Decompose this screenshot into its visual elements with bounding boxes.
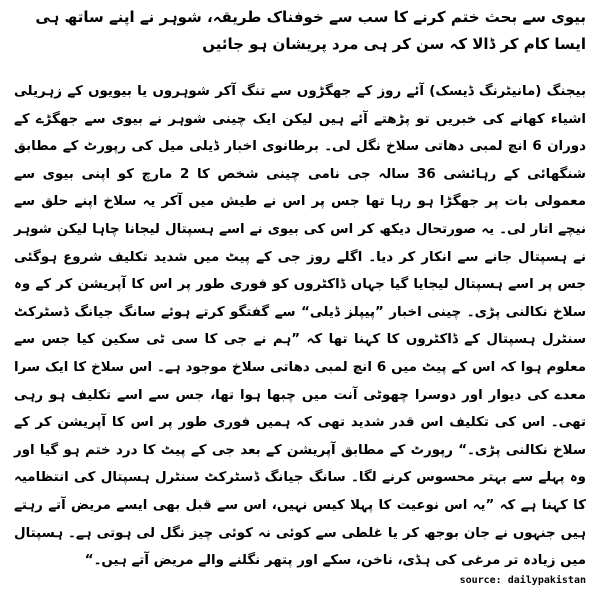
article	[14, 4, 586, 575]
article-body: بیجنگ (مانیٹرنگ ڈیسک) آئے روز کے جھگڑوں سے تنگ آکر شوہروں یا بیویوں کے زہریلی اشیاء کھانے کی خبریں تو پڑھتے آئے ہیں لیکن ایک چینی شوہر نے بیوی سے جھگڑے کے دوران 6 انچ لمبی دھاتی سلاخ نگل لی۔ برطانوی اخبار ڈیلی میل کی رپورٹ کے مطابق شنگھائی کے رہائشی 36 سالہ جی نامی چینی شخص کا 2 مارچ کو اپنی بیوی سے معمولی بات پر جھگڑا ہو رہا تھا جس پر اس نے طیش میں آکر یہ سلاخ اپنے حلق سے نیچے اتار لی۔ یہ صورتحال دیکھ کر اس کی بیوی نے اسے ہسپتال لیجانا چاہا لیکن شوہر نے ہسپتال جانے سے انکار کر دیا۔ اگلے روز جی کے پیٹ میں شدید تکلیف شروع ہوگئی جس پر اسے ہسپتال لیجایا گیا جہاں ڈاکٹروں کو فوری طور پر اس کا آپریشن کر کے وہ سلاخ نکالنی پڑی۔ چینی اخبار ”پیپلز ڈیلی“ سے گفتگو کرتے ہوئے سانگ جیانگ ڈسٹرکٹ سنٹرل ہسپتال کے ڈاکٹروں کا کہنا تھا کہ ”ہم نے جی کا سی ٹی سکین کیا جس سے معلوم ہوا کہ اس کے پیٹ میں 6 انچ لمبی دھاتی سلاخ موجود ہے۔ اس سلاخ کا ایک سرا معدے کی دیوار اور دوسرا چھوٹی آنت میں چبھا ہوا تھا، جس سے اسے تکلیف ہو رہی تھی۔ اس کی تکلیف اس قدر شدید تھی کہ ہمیں فوری طور پر اس کا آپریشن کر کے سلاخ نکالنی پڑی۔“ رپورٹ کے مطابق آپریشن کے بعد جی کے پیٹ کا درد ختم ہو گیا اور وہ پہلے سے بہتر محسوس کرنے لگا۔ سانگ جیانگ ڈسٹرکٹ سنٹرل ہسپتال کی انتظامیہ کا کہنا ہے کہ ”یہ اس نوعیت کا پہلا کیس نہیں، اس سے قبل بھی ایسے مریض آتے رہتے ہیں جنہوں نے جان بوجھ کر یا غلطی سے کوئی نہ کوئی چیز نگل لی ہوتی ہے۔ ہسپتال میں زیادہ تر مرغی کی ہڈی، ناخن، سکے اور پتھر نگلنے والے مریض آتے ہیں۔“	[14, 84, 586, 569]
article-headline: بیوی سے بحث ختم کرنے کا سب سے خوفناک طریقہ، شوہر نے اپنے ساتھ ہی ایسا کام کر ڈالا کہ سن کر ہی مرد پریشان ہو جائیں	[35, 8, 586, 53]
source-credit: source: dailypakistan	[459, 575, 586, 586]
